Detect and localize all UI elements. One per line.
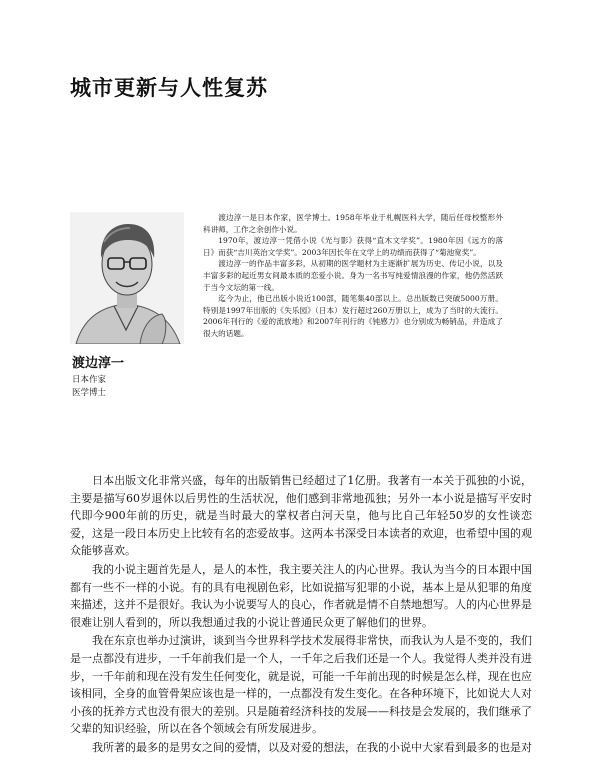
author-bio (203, 212, 503, 340)
author-portrait (70, 212, 184, 344)
author-role: 医学博士 (72, 388, 107, 398)
page-title: 城市更新与人性复苏 (70, 76, 268, 100)
author-name: 渡边淳一 (72, 356, 125, 371)
article-body (70, 472, 532, 758)
author-role: 日本作家 (72, 375, 107, 385)
bio-paragraph: 渡边淳一是日本作家，医学博士。1958年毕业于札幌医科大学，随后任母校整形外科讲师，工作之余创作小说。 (203, 213, 503, 234)
body-paragraph: 我所著的最多的是男女之间的爱情，以及对爱的想法，在我的小说中大家看到最多的也是对 (92, 740, 532, 754)
bio-paragraph: 迄今为止，他已出版小说近100部，随笔集40部以上。总出版数已突破5000万册。特别是1997年出版的《失乐园》（日本）发行超过260万册以上，成为了当时的大流行。2006年刊行的《爱的流放地》和2007年刊行的《钝感力》也分别成为畅销品，并造成了很大的话题。 (203, 294, 503, 338)
body-paragraph: 我的小说主题首先是人，是人的本性，我主要关注人的内心世界。我认为当今的日本跟中国都有一些不一样的小说。有的具有电视剧色彩，比如说描写犯罪的小说，基本上是从犯罪的角度来描述，这并不是很好。我认为小说要写人的良心，作者就是情不自禁地想写。人的内心世界是很难让别人看到的，所以我想通过我的小说让普通民众更了解他们的世界。 (70, 562, 532, 629)
bio-paragraph: 1970年，渡边淳一凭借小说《光与影》获得“直木文学奖”。1980年因《远方的落日》而获“吉川英治文学奖”。2003年因长年在文学上的功绩而获得了“菊池宽奖”。 (203, 236, 503, 257)
body-paragraph: 我在东京也举办过演讲，谈到当今世界科学技术发展得非常快，而我认为人是不变的，我们是一点都没有进步，一千年前我们是一个人，一千年之后我们还是一个人。我觉得人类并没有进步，一千年前和现在没有发生任何变化，就是说，可能一千年前出现的时候是怎么样，现在也应该相同，全身的血管骨架应该也是一样的，一点都没有发生变化。在各种环境下，比如说大人对小孩的抚养方式也没有很大的差别。只是随着经济科技的发展——科技是会发展的，我们继承了父辈的知识经验，所以在各个领域会有所发展进步。 (70, 634, 532, 736)
body-paragraph: 日本出版文化非常兴盛，每年的出版销售已经超过了1亿册。我著有一本关于孤独的小说，主要是描写60岁退休以后男性的生活状况，他们感到非常地孤独；另外一本小说是描写平安时代即今900年前的历史，就是当时最大的掌权者白河天皇，他与比自己年轻50岁的女性谈恋爱，这是一段日本历史上比较有名的恋爱故事。这两本书深受日本读者的欢迎，也希望中国的观众能够喜欢。 (70, 474, 532, 558)
bio-paragraph: 渡边淳一的作品丰富多彩，从初期的医学题材为主逐渐扩展为历史、传记小说，以及丰富多彩的起近男女间最本质的恋爱小说。身为一名书写纯爱情浪漫的作家，他仍然活跃于当今文坛的第一线。 (203, 259, 503, 292)
